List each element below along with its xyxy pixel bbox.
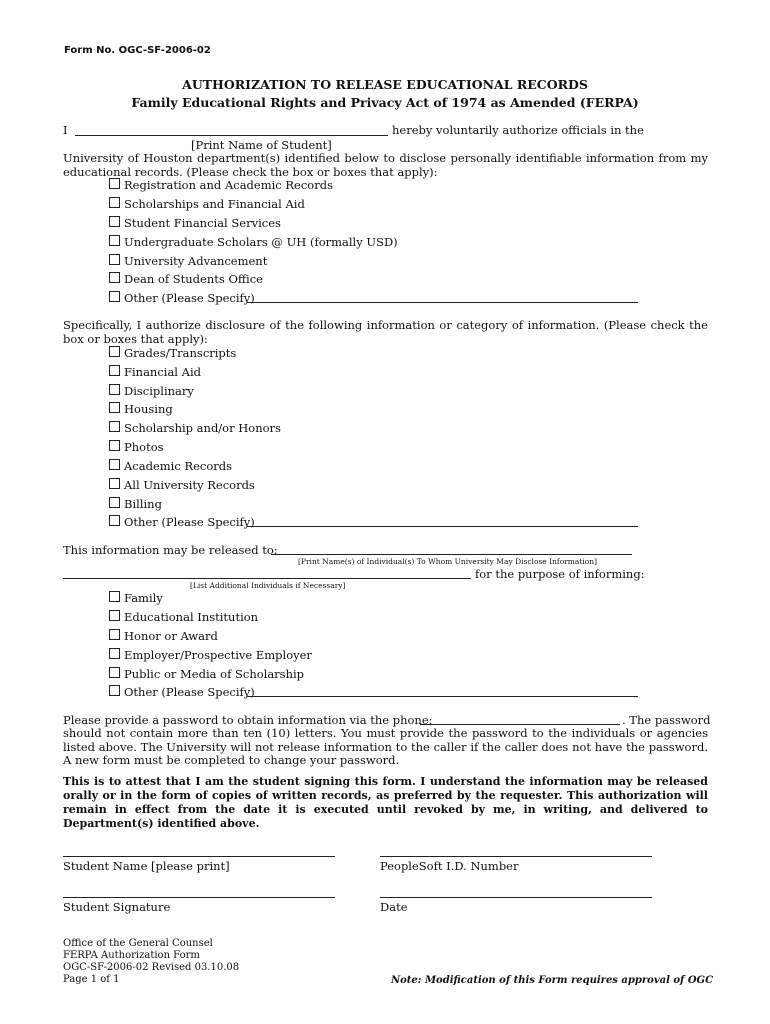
department-checkbox[interactable]: [109, 254, 120, 265]
purpose-label: Public or Media of Scholarship: [124, 667, 305, 681]
footer-office: Office of the General Counsel: [63, 938, 213, 949]
form-number: Form No. OGC-SF-2006-02: [64, 45, 211, 56]
info-label: Grades/Transcripts: [124, 346, 237, 360]
department-label: Student Financial Services: [124, 216, 281, 230]
peoplesoft-id-line[interactable]: [380, 856, 652, 857]
info-checkbox[interactable]: [109, 421, 120, 432]
release-names-line[interactable]: [271, 554, 632, 555]
department-label: University Advancement: [124, 254, 268, 268]
purpose-checkbox[interactable]: [109, 591, 120, 602]
footer-block: [63, 938, 239, 986]
purpose-checkbox[interactable]: [109, 685, 120, 696]
intro-text: University of Houston department(s) identified below to disclose personally identifiable information from my educational records. (Please check the box or boxes that apply):: [63, 151, 708, 179]
purpose-checkbox[interactable]: [109, 629, 120, 640]
info-checkbox[interactable]: [109, 515, 120, 526]
info-checkbox[interactable]: [109, 384, 120, 395]
student-name-print-line[interactable]: [63, 856, 335, 857]
info-label: Academic Records: [124, 459, 233, 473]
peoplesoft-id-label: PeopleSoft I.D. Number: [380, 859, 519, 873]
info-checkbox[interactable]: [109, 346, 120, 357]
info-label: Billing: [124, 497, 162, 511]
info-checkbox[interactable]: [109, 459, 120, 470]
footer-page: Page 1 of 1: [63, 974, 120, 985]
purpose-other-line[interactable]: [247, 696, 638, 697]
department-label: Other (Please Specify): [124, 291, 255, 305]
purpose-label: Other (Please Specify): [124, 685, 255, 699]
info-checkbox[interactable]: [109, 402, 120, 413]
date-label: Date: [380, 900, 408, 914]
student-signature-line[interactable]: [63, 897, 335, 898]
password-intro: Please provide a password to obtain information via the phone:: [63, 713, 433, 727]
info-intro: Specifically, I authorize disclosure of the following information or category of information. (Please check the box or boxes that apply):: [63, 318, 708, 346]
info-label: Other (Please Specify): [124, 515, 255, 529]
purpose-label: Family: [124, 591, 163, 605]
department-checkbox[interactable]: [109, 272, 120, 283]
info-checkbox[interactable]: [109, 497, 120, 508]
info-label: Financial Aid: [124, 365, 201, 379]
release-additional-line[interactable]: [63, 578, 471, 579]
release-label: This information may be released to:: [63, 543, 278, 557]
info-label: All University Records: [124, 478, 255, 492]
release-purpose: for the purpose of informing:: [475, 567, 645, 581]
info-label: Disciplinary: [124, 384, 194, 398]
department-label: Registration and Academic Records: [124, 178, 333, 192]
student-name-line[interactable]: [75, 135, 388, 136]
department-other-line[interactable]: [247, 302, 638, 303]
department-checkbox[interactable]: [109, 197, 120, 208]
footer-form-name: FERPA Authorization Form: [63, 950, 200, 961]
purpose-label: Honor or Award: [124, 629, 218, 643]
department-checkbox[interactable]: [109, 291, 120, 302]
purpose-checkbox[interactable]: [109, 648, 120, 659]
info-label: Housing: [124, 402, 173, 416]
password-instructions: should not contain more than ten (10) letters. You must provide the password to the individuals or agencies listed above. The University will not release information to the caller if the caller does not have the password. A new form must be completed to change your password.: [63, 726, 708, 767]
password-line[interactable]: [420, 724, 620, 725]
student-name-print-label: Student Name [please print]: [63, 859, 230, 873]
department-checkbox[interactable]: [109, 216, 120, 227]
info-other-line[interactable]: [247, 526, 638, 527]
purpose-checkbox[interactable]: [109, 667, 120, 678]
attestation-text: This is to attest that I am the student signing this form. I understand the information may be released orally or in the form of copies of written records, as preferred by the requester. This authorization will remain in effect from the date it is executed until revoked by me, in writing, and delivered to Department(s) identified above.: [63, 775, 708, 830]
department-label: Scholarships and Financial Aid: [124, 197, 305, 211]
release-names-hint: [Print Name(s) of Individual(s) To Whom University May Disclose Information]: [298, 557, 598, 566]
department-label: Undergraduate Scholars @ UH (formally USD): [124, 235, 398, 249]
release-additional-hint: [List Additional Individuals if Necessary]: [190, 581, 346, 590]
info-label: Photos: [124, 440, 164, 454]
info-checkbox[interactable]: [109, 365, 120, 376]
intro-suffix: hereby voluntarily authorize officials in the: [392, 123, 644, 137]
password-intro-end: . The password: [622, 713, 711, 727]
form-subtitle: Family Educational Rights and Privacy Act of 1974 as Amended (FERPA): [131, 95, 639, 110]
student-name-hint: [Print Name of Student]: [191, 138, 332, 152]
purpose-label: Employer/Prospective Employer: [124, 648, 312, 662]
footer-revision: OGC-SF-2006-02 Revised 03.10.08: [63, 962, 240, 973]
department-checkbox[interactable]: [109, 235, 120, 246]
intro-prefix: I: [63, 123, 68, 137]
purpose-checkbox[interactable]: [109, 610, 120, 621]
info-checkbox[interactable]: [109, 478, 120, 489]
info-checkbox[interactable]: [109, 440, 120, 451]
date-line[interactable]: [380, 897, 652, 898]
form-title: AUTHORIZATION TO RELEASE EDUCATIONAL RECORDS: [182, 77, 588, 92]
purpose-label: Educational Institution: [124, 610, 259, 624]
student-signature-label: Student Signature: [63, 900, 171, 914]
department-label: Dean of Students Office: [124, 272, 263, 286]
department-checkbox[interactable]: [109, 178, 120, 189]
footer-note: Note: Modification of this Form requires approval of OGC: [391, 975, 714, 986]
info-label: Scholarship and/or Honors: [124, 421, 281, 435]
